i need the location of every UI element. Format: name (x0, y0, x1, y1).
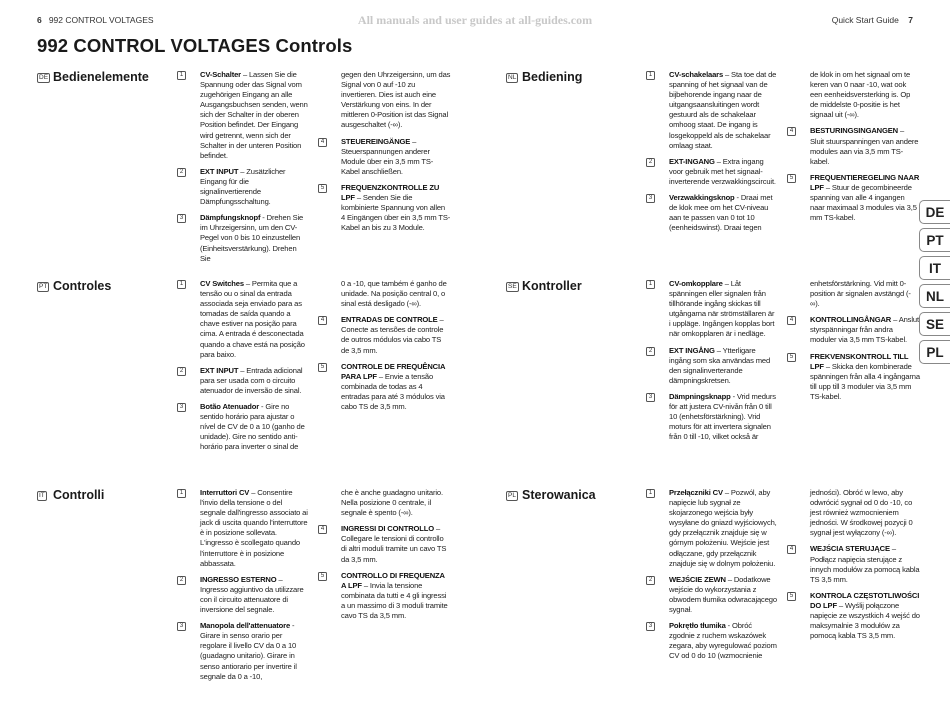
control-label: CONTROLLO DI FREQUENZA A LPF (341, 570, 445, 590)
control-description (179, 213, 308, 263)
section-heading: Kontroller (522, 279, 582, 293)
control-description (320, 361, 451, 412)
right-header-title: Quick Start Guide (831, 15, 899, 25)
item-number: 4 (318, 316, 327, 325)
control-text: – Skicka den kombinerade spänningen från alla 4 ingångarna till upp till 3 moduler via 3,5 mm TS-kabel. (810, 361, 920, 401)
left-header-title: 992 CONTROL VOLTAGES (48, 15, 154, 25)
right-page-header (832, 15, 913, 25)
control-text: – Dodatkowe wejście do wykorzystania z obwodem tłumika odwracającego sygnał. (669, 574, 777, 615)
control-label: Botão Atenuador (200, 402, 260, 412)
control-description (341, 70, 451, 131)
control-label: Przełączniki CV (669, 488, 723, 497)
control-description (179, 70, 308, 161)
item-number: 3 (177, 622, 186, 631)
control-text: – Lassen Sie die Spannung oder das Signal vom zugehörigen Eingang an alle Ausgangsbuchsen senden, wenn sich der Schalter in der oberen Position befindet. Der Eingang wird getrennt, wenn sich der Schalter in der unteren Position befindet. (200, 70, 308, 160)
control-description (320, 570, 451, 621)
control-description (789, 351, 920, 402)
control-description (810, 488, 920, 538)
control-description (789, 590, 920, 641)
control-text: – Sluit stuurspanningen van andere modules aan via 3,5 mm TS-kabel. (810, 126, 919, 166)
control-text: de klok in om het signaal om te keren van 0 naar -10, wat ook een eenheidsversterking is. Op de middelste 0-positie is het signaal uit (-∞). (810, 70, 911, 120)
control-text: – Invia la tensione combinata da tutti e 4 gli ingressi a un massimo di 3 moduli tramite cavo TS da 3,5 mm. (341, 580, 448, 621)
control-description (320, 524, 451, 564)
item-number: 4 (318, 138, 327, 147)
control-label: INGRESSO ESTERNO (200, 574, 277, 584)
control-description (648, 391, 777, 442)
control-text: – Extra ingang voor gebruik met het signaal-inverterende verzwakkingscircuit. (669, 156, 776, 186)
language-code: IT (39, 492, 45, 499)
control-description (648, 488, 777, 569)
control-description (320, 182, 451, 233)
tab-it[interactable]: IT (919, 256, 950, 280)
control-description (179, 574, 308, 615)
control-label: KONTROLLINGÅNGAR (810, 315, 892, 325)
control-text: – Ingresso aggiuntivo da utilizzare con il circuito attenuatore di inversione del segnale. (200, 574, 304, 615)
section-heading: Bediening (522, 70, 583, 84)
control-text: jedności). Obróć w lewo, aby odwrócić sygnał od 0 do -10, co jest również wzmocnieniem jedności. W środkowej pozycji 0 sygnał jest wyłączony (-∞). (810, 488, 913, 538)
control-label: STEUEREINGÄNGE (341, 136, 411, 146)
control-label: Interruttori CV (200, 488, 250, 497)
text-column (789, 279, 920, 408)
control-text: – Wyślij połączone napięcie ze wszystkich 4 wejść do maksymalnie 3 modułów za pomocą kabla TS 3,5 mm. (810, 600, 920, 641)
control-description (179, 166, 308, 207)
control-text: - Draai met de klok mee om het CV-niveau aan te passen van 0 tot 10 (eenheidswinst). Draai tegen (669, 193, 773, 233)
item-number: 2 (646, 576, 655, 585)
control-description (320, 136, 451, 177)
control-text: – Pozwól, aby napięcie lub sygnał ze skojarzonego wejścia były wysyłane do gniazd wyjściowych, gdy przełącznik znajduje się w górnym położeniu. Wejście jest odłączane, gdy przełącznik znajduje się w dolnym położeniu. (669, 488, 777, 568)
control-description (341, 279, 451, 309)
item-number: 1 (177, 489, 186, 498)
control-description (341, 488, 451, 518)
control-text: - Vrid medurs för att justera CV-nivån från 0 till 10 (enhetsförstärkning). Vrid moturs för att invertera signalen från 0 till -10, vilket också är (669, 391, 776, 442)
language-code: PL (508, 492, 516, 499)
control-text: – Zusätzlicher Eingang für die signalinvertierende Dämpfungsschaltung. (200, 166, 286, 207)
item-number: 5 (318, 363, 327, 372)
control-label: INGRESSI DI CONTROLLO (341, 524, 435, 534)
control-text: – Podłącz napięcia sterujące z innych modułów za pomocą kabla TS 3,5 mm. (810, 544, 920, 584)
control-text: – Envie a tensão combinada de todas as 4 entradas para até 3 módulos via cabo TS de 3,5 mm. (341, 371, 445, 412)
language-code: NL (508, 74, 517, 81)
text-column (320, 488, 451, 627)
item-number: 2 (646, 158, 655, 167)
control-label: Dämpfungsknopf (200, 213, 261, 223)
item-number: 3 (177, 214, 186, 223)
control-description (789, 126, 920, 166)
item-number: 3 (646, 393, 655, 402)
control-label: ENTRADAS DE CONTROLE (341, 315, 438, 325)
control-text: - Gire no sentido horário para ajustar o nível de CV de 0 a 10 (ganho de unidade). Gire no sentido anti-horário para inverter o sinal de (200, 402, 305, 452)
item-number: 3 (646, 194, 655, 203)
control-description (179, 488, 308, 569)
section-heading: Controles (53, 279, 112, 293)
control-description (648, 279, 777, 340)
item-number: 1 (177, 71, 186, 80)
page-title: 992 CONTROL VOLTAGES Controls (37, 35, 353, 56)
control-label: FREKVENSKONTROLL TILL LPF (810, 351, 909, 371)
item-number: 2 (177, 168, 186, 177)
tab-de[interactable]: DE (919, 200, 950, 224)
item-number: 1 (646, 280, 655, 289)
control-description (648, 156, 777, 187)
item-number: 4 (318, 525, 327, 534)
control-label: EXT INGÅNG (669, 345, 715, 355)
control-label: Dämpningsknapp (669, 391, 731, 401)
item-number: 1 (646, 489, 655, 498)
control-description (810, 279, 920, 309)
control-description (648, 193, 777, 233)
control-text: – Sta toe dat de spanning of het signaal van de bijbehorende ingang naar de uitgangsaansluitingen wordt gestuurd als de schakelaar omhoog staat. De ingang is losgekoppeld als de schakelaar omlaag staat. (669, 70, 777, 150)
control-description (810, 70, 920, 120)
control-label: EXT-INGANG (669, 156, 715, 166)
item-number: 5 (787, 353, 796, 362)
control-description (179, 279, 308, 360)
text-column (789, 70, 920, 229)
item-number: 1 (646, 71, 655, 80)
control-description (648, 345, 777, 386)
language-code: DE (39, 74, 49, 81)
control-text: gegen den Uhrzeigersinn, um das Signal von 0 auf -10 zu invertieren. Dies ist auch eine Verstärkung von eins. In der mittleren 0-Position ist das Signal ausgeschaltet (-∞). (341, 70, 451, 130)
text-column (179, 488, 308, 688)
text-column (648, 279, 777, 448)
control-text: – Consentire l'invio della tensione o del segnale dall'ingresso associato ai jack di uscita quando l'interruttore è in posizione sollevata. L'ingresso è scollegato quando l'interruttore è in posizione abbassata. (200, 488, 308, 568)
text-column (179, 279, 308, 459)
control-text: – Ytterligare ingång som ska användas med den signalinverterande dämpningskretsen. (669, 345, 771, 385)
item-number: 3 (646, 622, 655, 631)
control-label: CV-omkopplare (669, 279, 723, 288)
control-text: – Collegare le tensioni di controllo di altri moduli tramite un cavo TS da 3,5 mm. (341, 524, 447, 564)
control-label: Pokrętło tłumika (669, 621, 726, 631)
control-description (179, 365, 308, 396)
watermark: All manuals and user guides at all-guides.com (357, 13, 593, 27)
control-text: – Conecte as tensões de controle de outros módulos via cabo TS de 3,5 mm. (341, 315, 444, 355)
item-number: 2 (177, 367, 186, 376)
item-number: 5 (318, 572, 327, 581)
control-label: FREQUENTIEREGELING NAAR LPF (810, 172, 920, 192)
item-number: 2 (646, 347, 655, 356)
language-code: SE (508, 283, 517, 290)
control-label: EXT INPUT (200, 166, 239, 176)
control-text: – Permita que a tensão ou o sinal da entrada associada seja enviado para as tomadas de saída quando a chave estiver na posição para cima. A entrada é desconectada quando a chave está na posição para baixo. (200, 279, 305, 359)
section-heading: Bedienelemente (53, 70, 149, 84)
control-description (320, 315, 451, 355)
item-number: 3 (177, 403, 186, 412)
control-label: CV Switches (200, 279, 244, 288)
control-text: – Steuerspannungen anderer Module über ein 3,5 mm TS-Kabel anschließen. (341, 136, 434, 176)
tab-nl[interactable]: NL (919, 284, 950, 308)
control-text: – Låt spänningen eller signalen från tillhörande ingång skickas till utgångarna när strömställaren är i uppläge. Ingången kopplas bort när omkopplaren är i nedläge. (669, 279, 775, 339)
text-column (320, 279, 451, 418)
item-number: 1 (177, 280, 186, 289)
control-label: KONTROLA CZĘSTOTLIWOŚCI DO LPF (810, 590, 920, 610)
control-description (789, 172, 920, 223)
text-column (648, 488, 777, 668)
item-number: 2 (177, 576, 186, 585)
item-number: 4 (787, 127, 796, 136)
control-text: – Entrada adicional para ser usada com o circuito atenuador de inversão de sinal. (200, 365, 303, 395)
control-label: EXT INPUT (200, 365, 239, 375)
text-column (789, 488, 920, 647)
control-description (179, 402, 308, 452)
control-label: BESTURINGSINGANGEN (810, 126, 899, 136)
left-page-number: 6 (37, 15, 42, 25)
text-column (179, 70, 308, 270)
control-label: Manopola dell'attenuatore (200, 621, 291, 631)
control-label: WEJŚCIE ZEWN (669, 574, 726, 584)
control-description (789, 315, 920, 345)
control-description (648, 574, 777, 615)
control-text: – Senden Sie die kombinierte Spannung von allen 4 Eingängen über ein 3,5 mm TS-Kabel an bis zu 3 Module. (341, 193, 451, 233)
control-text: – Stuur de gecombineerde spanning van alle 4 ingangen naar maximaal 3 modules via 3,5 mm TS-kabel. (810, 182, 917, 223)
control-text: – Anslut styrspänningar från andra moduler via 3,5 mm TS-kabel. (810, 315, 919, 345)
text-column (320, 70, 451, 239)
control-text: - Drehen Sie im Uhrzeigersinn, um den CV-Pegel von 0 bis 10 einzustellen (Einheitsverstärkung). Drehen Sie (200, 213, 304, 263)
control-text: che è anche guadagno unitario. Nella posizione 0 centrale, il segnale è spento (-∞). (341, 488, 443, 518)
control-description (648, 70, 777, 151)
item-number: 4 (787, 316, 796, 325)
item-number: 5 (787, 592, 796, 601)
section-heading: Controlli (53, 488, 105, 502)
control-label: WEJŚCIA STERUJĄCE (810, 544, 890, 554)
control-label: FREQUENZKONTROLLE ZU LPF (341, 182, 440, 203)
tab-se[interactable]: SE (919, 312, 950, 336)
control-label: CONTROLE DE FREQUÊNCIA PARA LPF (341, 361, 445, 381)
item-number: 5 (318, 184, 327, 193)
control-text: - Obróć zgodnie z ruchem wskazówek zegara, aby wyregulować poziom CV od 0 do 10 (wzmocnienie (669, 621, 777, 661)
right-page-number: 7 (908, 15, 913, 25)
section-heading: Sterowanica (522, 488, 596, 502)
control-description (179, 621, 308, 682)
control-text: enhetsförstärkning. Vid mitt 0-position är signalen avstängd (-∞). (810, 279, 911, 309)
control-text: 0 a -10, que também é ganho de unidade. Na posição central 0, o sinal está desligado (-∞). (341, 279, 447, 309)
item-number: 5 (787, 174, 796, 183)
language-code: PT (39, 283, 48, 290)
control-text: - Girare in senso orario per regolare il livello CV da 0 a 10 (guadagno unitario). Girare in senso antiorario per invertire il segnale da 0 a -10, (200, 621, 297, 681)
control-description (789, 544, 920, 584)
item-number: 4 (787, 545, 796, 554)
text-column (648, 70, 777, 239)
control-description (648, 621, 777, 661)
tab-pt[interactable]: PT (919, 228, 950, 252)
control-label: Verzwakkingsknop (669, 193, 735, 203)
control-label: CV-schakelaars (669, 70, 724, 79)
control-label: CV-Schalter (200, 70, 241, 79)
tab-pl[interactable]: PL (919, 340, 950, 364)
